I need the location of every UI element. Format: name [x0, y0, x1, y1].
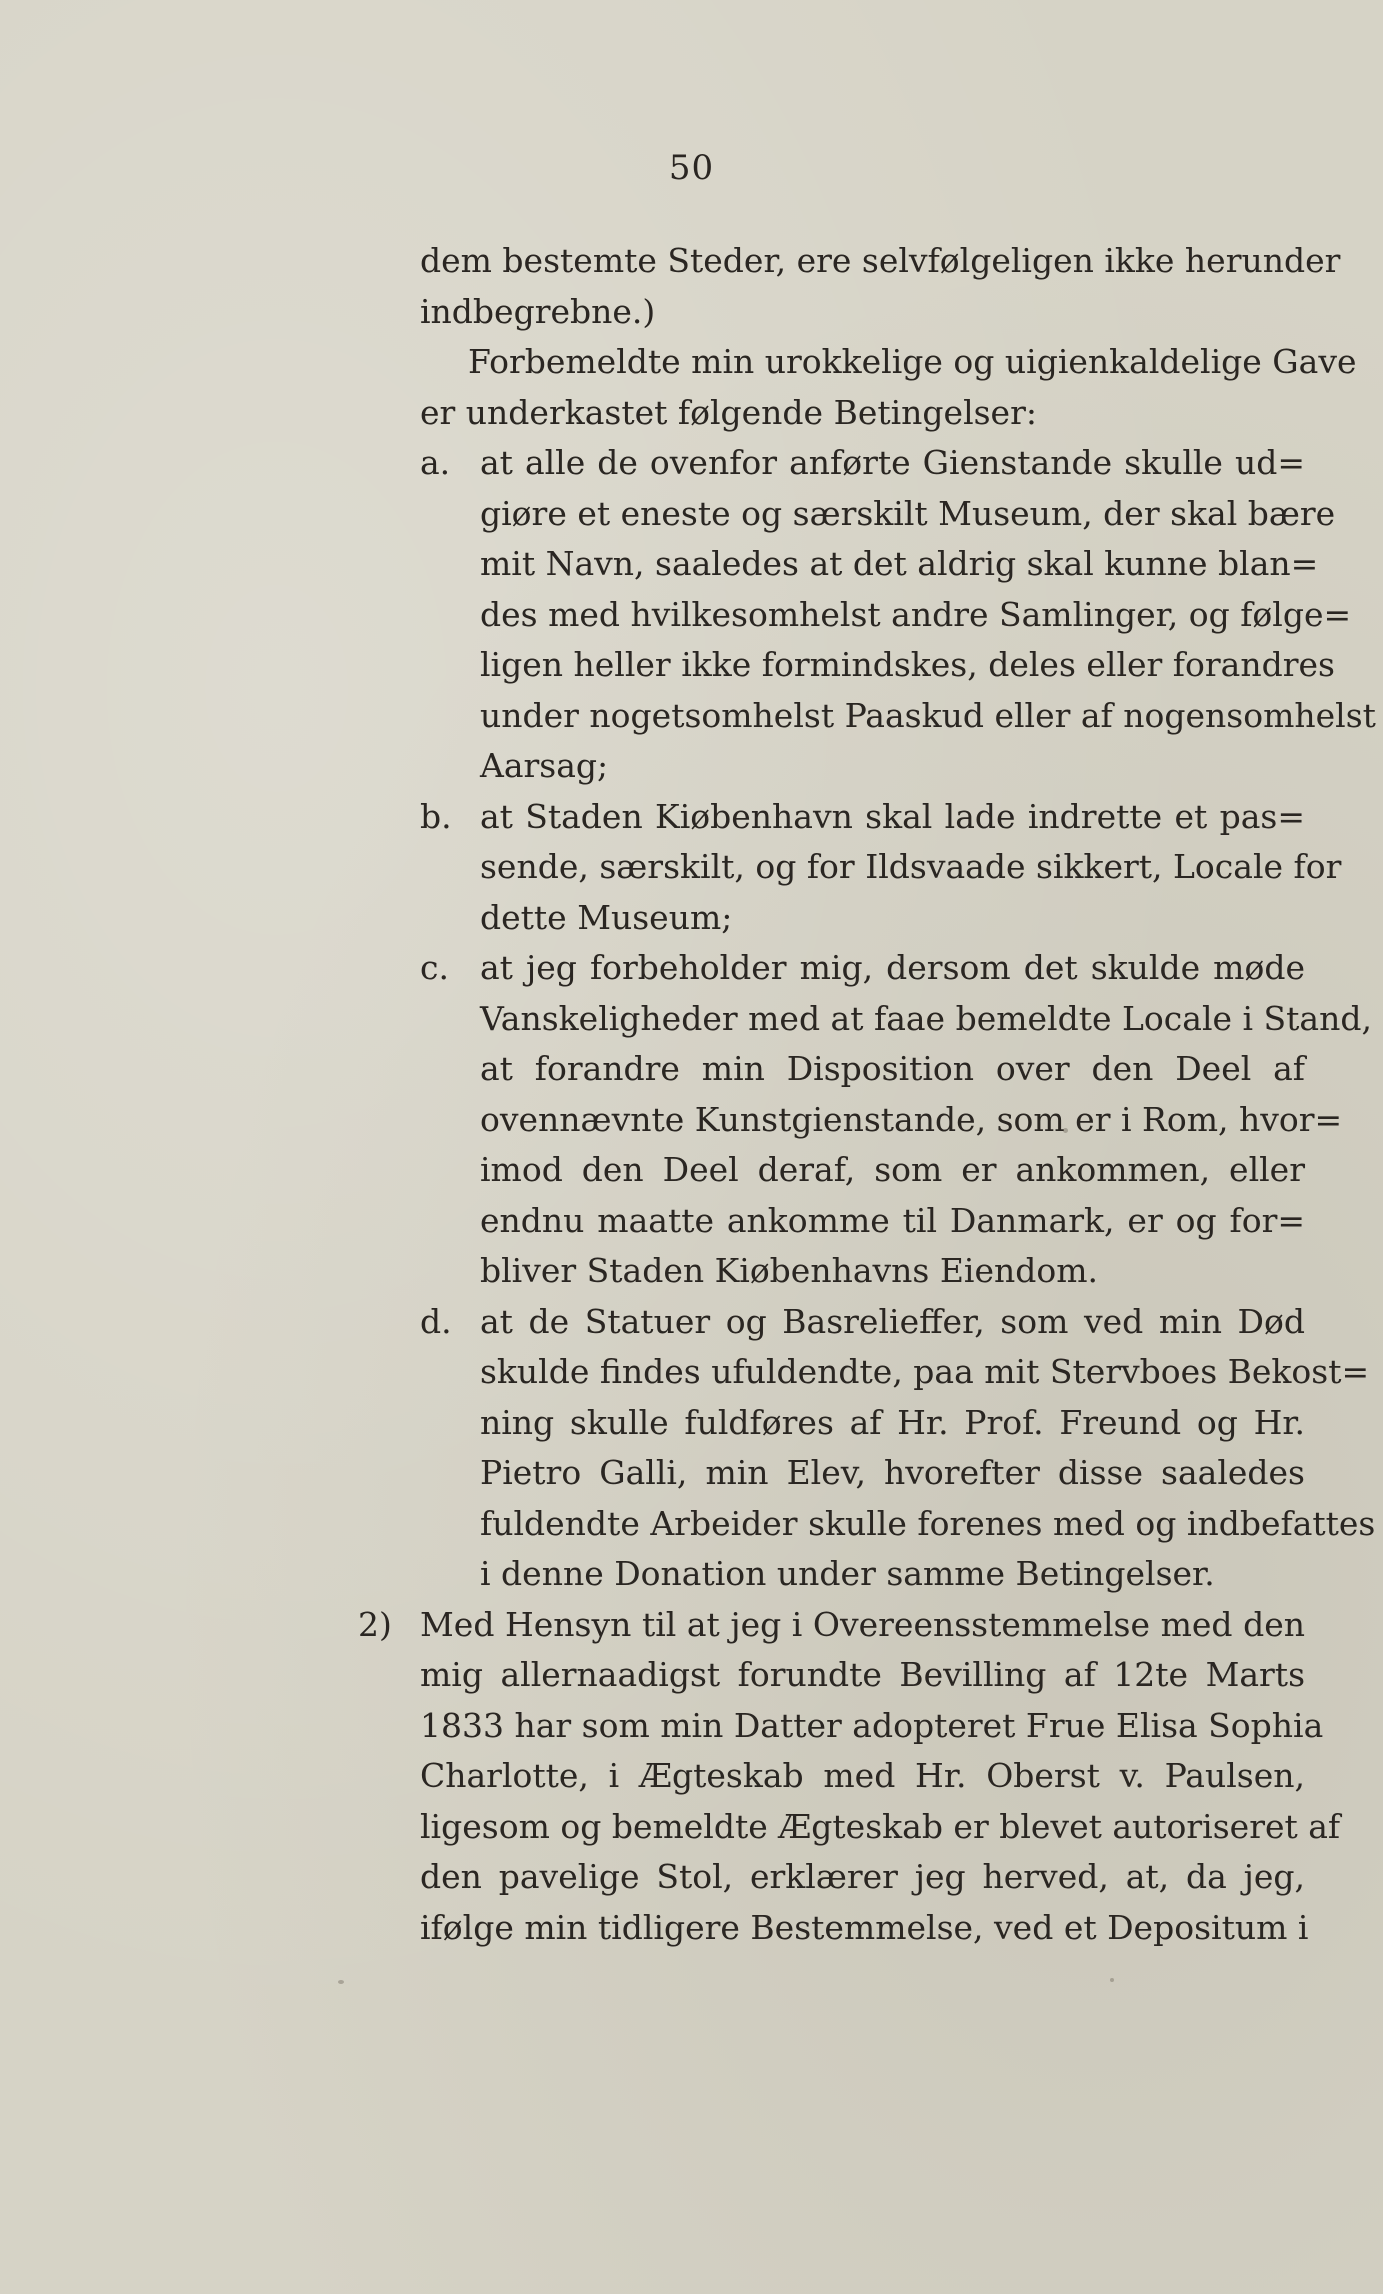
text-line: Forbemeldte min urokkelige og uigienkaldelige Gave [468, 342, 1357, 381]
page-number: 50 [668, 148, 715, 188]
text-line: sende, særskilt, og for Ildsvaade sikkert, Locale for [480, 847, 1342, 886]
text-line: Charlotte, i Ægteskab med Hr. Oberst v. Paulsen, [420, 1756, 1305, 1795]
text-line: at alle de ovenfor anførte Gienstande skulle ud= [480, 443, 1305, 482]
text-line: at forandre min Disposition over den Deel af [480, 1049, 1305, 1088]
text-line: ifølge min tidligere Bestemmelse, ved et Depositum i [420, 1907, 1309, 1947]
condition-item-b [420, 792, 1342, 944]
text-line: dette Museum; [480, 897, 733, 937]
condition-item-d [420, 1297, 1376, 1600]
text-line: mit Navn, saaledes at det aldrig skal kunne blan= [480, 544, 1319, 583]
item-marker: a. [420, 443, 451, 482]
text-line: des med hvilkesomhelst andre Samlinger, og følge= [480, 594, 1352, 634]
intro-paragraph [420, 236, 1341, 337]
text-line: Aarsag; [480, 746, 609, 785]
section-number: 2) [358, 1604, 392, 1644]
item-marker: b. [420, 796, 452, 836]
text-line: imod den Deel deraf, som er ankommen, eller [480, 1150, 1305, 1189]
paper-speck [338, 1980, 344, 1984]
body-text [358, 236, 1376, 1953]
text-line: i denne Donation under samme Betingelser. [480, 1554, 1215, 1593]
condition-item-a [420, 438, 1376, 792]
text-line: ovennævnte Kunstgienstande, som er i Rom, hvor= [480, 1099, 1343, 1139]
text-line: at Staden Kiøbenhavn skal lade indrette et pas= [480, 796, 1305, 836]
text-line: Pietro Galli, min Elev, hvorefter disse saaledes [480, 1453, 1305, 1492]
text-line: dem bestemte Steder, ere selvfølgeligen ikke herunder [420, 241, 1341, 280]
text-line: skulde findes ufuldendte, paa mit Stervboes Bekost= [480, 1352, 1370, 1391]
paper-speck [1063, 1128, 1068, 1133]
text-line: fuldendte Arbeider skulle forenes med og indbefattes [480, 1503, 1376, 1543]
text-line: giøre et eneste og særskilt Museum, der skal bære [480, 493, 1336, 533]
text-line: indbegrebne.) [420, 291, 656, 331]
text-line: ligen heller ikke formindskes, deles eller forandres [480, 645, 1335, 684]
condition-item-c [420, 943, 1372, 1297]
text-line: endnu maatte ankomme til Danmark, er og for= [480, 1200, 1305, 1240]
conditions-paragraph [420, 337, 1357, 438]
item-marker: d. [420, 1301, 452, 1341]
paper-speck [1110, 1978, 1114, 1982]
text-line: ning skulle fuldføres af Hr. Prof. Freund og Hr. [480, 1402, 1305, 1442]
text-line: mig allernaadigst forundte Bevilling af 12te Marts [420, 1655, 1305, 1694]
text-line: bliver Staden Kiøbenhavns Eiendom. [480, 1251, 1099, 1290]
item-marker: c. [420, 948, 449, 987]
text-line: Med Hensyn til at jeg i Overeensstemmelse med den [420, 1604, 1305, 1644]
text-line: at jeg forbeholder mig, dersom det skulde møde [480, 948, 1305, 987]
text-line: den pavelige Stol, erklærer jeg herved, at, da jeg, [420, 1857, 1305, 1896]
text-line: er underkastet følgende Betingelser: [420, 392, 1037, 432]
text-line: under nogetsomhelst Paaskud eller af nogensomhelst [480, 695, 1376, 735]
numbered-paragraph-2 [358, 1600, 1341, 1954]
text-line: at de Statuer og Basrelieffer, som ved min Død [480, 1301, 1305, 1341]
text-line: ligesom og bemeldte Ægteskab er blevet autoriseret af [420, 1806, 1341, 1846]
text-line: 1833 har som min Datter adopteret Frue Elisa Sophia [420, 1705, 1324, 1745]
text-line: Vanskeligheder med at faae bemeldte Locale i Stand, [480, 998, 1372, 1038]
